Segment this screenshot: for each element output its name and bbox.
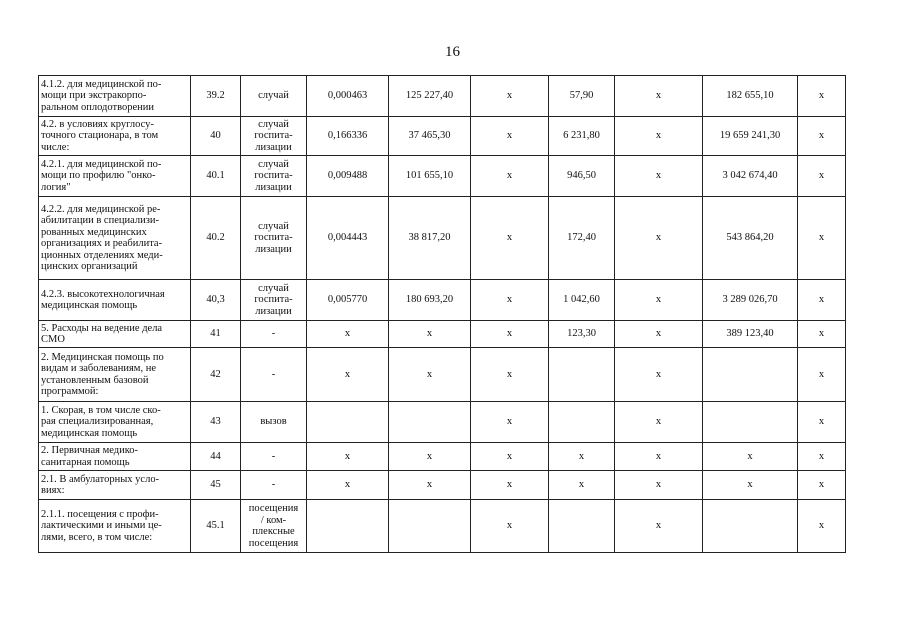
row-value-6: 3 042 674,40 — [703, 156, 798, 197]
row-value-3: x — [471, 156, 549, 197]
row-unit: посещения / ком- плексные посещения — [241, 500, 307, 553]
row-value-1: 0,005770 — [307, 280, 389, 321]
row-value-4: 57,90 — [549, 76, 615, 117]
row-value-5: x — [615, 197, 703, 280]
row-value-5: x — [615, 500, 703, 553]
row-number: 40.1 — [191, 156, 241, 197]
row-value-2: 180 693,20 — [389, 280, 471, 321]
table-row — [39, 197, 846, 280]
row-value-7: x — [798, 156, 846, 197]
table-row — [39, 117, 846, 156]
row-value-7: x — [798, 348, 846, 402]
row-value-7: x — [798, 197, 846, 280]
row-value-3: x — [471, 402, 549, 443]
row-value-4: x — [549, 443, 615, 471]
row-unit: - — [241, 348, 307, 402]
row-value-5: x — [615, 76, 703, 117]
row-value-4: 1 042,60 — [549, 280, 615, 321]
row-value-3: x — [471, 443, 549, 471]
row-value-2: x — [389, 321, 471, 348]
row-number: 42 — [191, 348, 241, 402]
row-name: 5. Расходы на ведение дела СМО — [39, 321, 191, 348]
row-name: 1. Скорая, в том числе ско- рая специализированная, медицинская помощь — [39, 402, 191, 443]
row-value-1: x — [307, 443, 389, 471]
row-unit: - — [241, 471, 307, 500]
row-value-6 — [703, 402, 798, 443]
row-value-5: x — [615, 471, 703, 500]
row-value-3: x — [471, 348, 549, 402]
row-value-6: x — [703, 471, 798, 500]
row-name: 4.1.2. для медицинской по- мощи при экстракорпо- ральном оплодотворении — [39, 76, 191, 117]
table-row — [39, 500, 846, 553]
table-row — [39, 443, 846, 471]
row-value-2: 37 465,30 — [389, 117, 471, 156]
row-value-1: x — [307, 471, 389, 500]
row-value-6: 19 659 241,30 — [703, 117, 798, 156]
row-name: 2. Первичная медико- санитарная помощь — [39, 443, 191, 471]
row-number: 43 — [191, 402, 241, 443]
row-value-5: x — [615, 117, 703, 156]
row-value-4: 123,30 — [549, 321, 615, 348]
row-value-5: x — [615, 443, 703, 471]
row-unit: случай госпита- лизации — [241, 197, 307, 280]
row-number: 44 — [191, 443, 241, 471]
row-value-1 — [307, 402, 389, 443]
row-value-6: 543 864,20 — [703, 197, 798, 280]
table-row — [39, 348, 846, 402]
row-value-7: x — [798, 280, 846, 321]
row-value-5: x — [615, 280, 703, 321]
row-number: 45 — [191, 471, 241, 500]
row-name: 2. Медицинская помощь по видам и заболеваниям, не установленным базовой программой: — [39, 348, 191, 402]
table-row — [39, 156, 846, 197]
row-value-2 — [389, 500, 471, 553]
row-value-6 — [703, 348, 798, 402]
row-value-7: x — [798, 402, 846, 443]
row-name: 2.1.1. посещения с профи- лактическими и иными це- лями, всего, в том числе: — [39, 500, 191, 553]
row-value-7: x — [798, 471, 846, 500]
row-value-1: 0,166336 — [307, 117, 389, 156]
row-value-3: x — [471, 321, 549, 348]
row-value-3: x — [471, 117, 549, 156]
row-value-2: x — [389, 471, 471, 500]
table-row — [39, 76, 846, 117]
row-value-4 — [549, 500, 615, 553]
row-unit: случай госпита- лизации — [241, 280, 307, 321]
row-name: 2.1. В амбулаторных усло- виях: — [39, 471, 191, 500]
tariff-table — [38, 75, 846, 553]
row-value-6: 3 289 026,70 — [703, 280, 798, 321]
row-value-5: x — [615, 402, 703, 443]
row-value-6: 182 655,10 — [703, 76, 798, 117]
row-number: 39.2 — [191, 76, 241, 117]
row-value-2: x — [389, 348, 471, 402]
row-name: 4.2.1. для медицинской по- мощи по профилю "онко- логия" — [39, 156, 191, 197]
row-value-3: x — [471, 280, 549, 321]
table-row — [39, 280, 846, 321]
row-unit: случай госпита- лизации — [241, 156, 307, 197]
row-value-1: 0,004443 — [307, 197, 389, 280]
row-unit: - — [241, 443, 307, 471]
row-value-2: 125 227,40 — [389, 76, 471, 117]
row-value-2: 38 817,20 — [389, 197, 471, 280]
row-unit: - — [241, 321, 307, 348]
row-value-4 — [549, 402, 615, 443]
row-number: 45.1 — [191, 500, 241, 553]
row-number: 40 — [191, 117, 241, 156]
row-value-4 — [549, 348, 615, 402]
row-value-4: 172,40 — [549, 197, 615, 280]
row-unit: случай — [241, 76, 307, 117]
row-value-6: x — [703, 443, 798, 471]
row-name: 4.2.2. для медицинской ре- абилитации в специализи- рованных медицинских организациях и реабилита- ционных отделениях меди- цинских организаций — [39, 197, 191, 280]
row-value-7: x — [798, 500, 846, 553]
table-row — [39, 471, 846, 500]
row-value-5: x — [615, 321, 703, 348]
row-value-2: x — [389, 443, 471, 471]
row-value-6: 389 123,40 — [703, 321, 798, 348]
row-value-7: x — [798, 443, 846, 471]
row-number: 40,3 — [191, 280, 241, 321]
row-value-1 — [307, 500, 389, 553]
row-value-5: x — [615, 348, 703, 402]
row-value-4: x — [549, 471, 615, 500]
row-unit: вызов — [241, 402, 307, 443]
row-value-3: x — [471, 471, 549, 500]
row-unit: случай госпита- лизации — [241, 117, 307, 156]
row-value-3: x — [471, 500, 549, 553]
table-row — [39, 321, 846, 348]
row-value-3: x — [471, 76, 549, 117]
table-row — [39, 402, 846, 443]
row-value-3: x — [471, 197, 549, 280]
row-value-1: 0,009488 — [307, 156, 389, 197]
row-value-7: x — [798, 117, 846, 156]
row-value-7: x — [798, 76, 846, 117]
row-value-4: 6 231,80 — [549, 117, 615, 156]
row-name: 4.2. в условиях круглосу- точного стационара, в том числе: — [39, 117, 191, 156]
row-name: 4.2.3. высокотехнологичная медицинская помощь — [39, 280, 191, 321]
row-value-6 — [703, 500, 798, 553]
row-number: 41 — [191, 321, 241, 348]
row-value-1: x — [307, 348, 389, 402]
row-value-1: x — [307, 321, 389, 348]
row-value-7: x — [798, 321, 846, 348]
row-value-1: 0,000463 — [307, 76, 389, 117]
row-value-5: x — [615, 156, 703, 197]
row-value-4: 946,50 — [549, 156, 615, 197]
page-number: 16 — [445, 44, 460, 60]
row-value-2: 101 655,10 — [389, 156, 471, 197]
row-value-2 — [389, 402, 471, 443]
row-number: 40.2 — [191, 197, 241, 280]
